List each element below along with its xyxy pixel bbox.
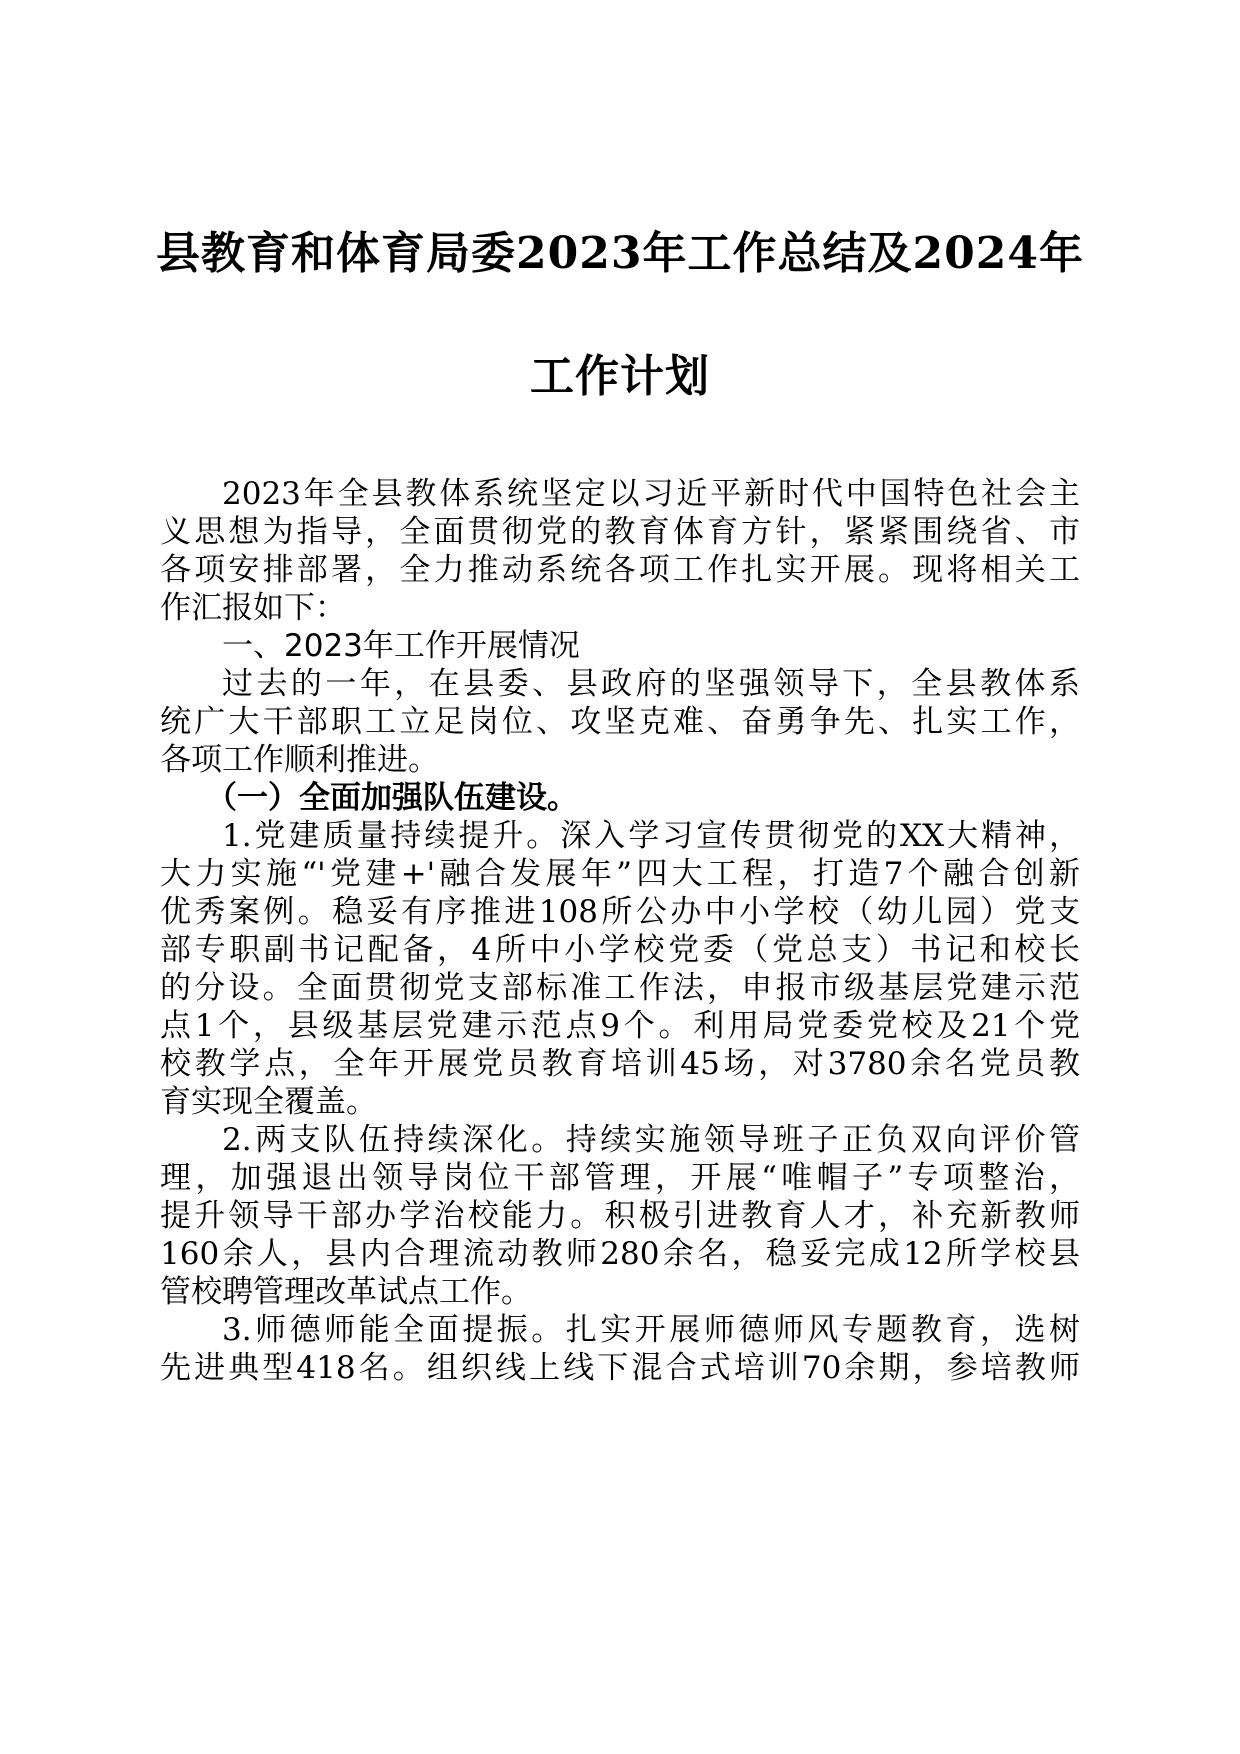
paragraph-line: 点1个，县级基层党建示范点9个。利用局党委党校及21个党 [160, 1008, 1080, 1044]
paragraph-line: 理，加强退出领导岗位干部管理，开展“唯帽子”专项整治， [160, 1160, 1080, 1196]
paragraph-line: 统广大干部职工立足岗位、攻坚克难、奋勇争先、扎实工作， [160, 704, 1080, 740]
subsection-heading: （一）全面加强队伍建设。 [206, 780, 578, 816]
paragraph-line: 先进典型418名。组织线上线下混合式培训70余期，参培教师 [160, 1350, 1080, 1386]
paragraph-line: 义思想为指导，全面贯彻党的教育体育方针，紧紧围绕省、市 [160, 514, 1080, 550]
paragraph-line: 作汇报如下： [160, 590, 346, 626]
section-heading: 一、2023年工作开展情况 [222, 628, 580, 664]
paragraph-line: 部专职副书记配备，4所中小学校党委（党总支）书记和校长 [160, 932, 1080, 968]
paragraph-line: 优秀案例。稳妥有序推进108所公办中小学校（幼儿园）党支 [160, 894, 1080, 930]
paragraph-line: 160余人，县内合理流动教师280余名，稳妥完成12所学校县 [160, 1236, 1080, 1272]
paragraph-line: 各项安排部署，全力推动系统各项工作扎实开展。现将相关工 [160, 552, 1080, 588]
paragraph-line: 过去的一年，在县委、县政府的坚强领导下，全县教体系 [222, 666, 1080, 702]
paragraph-line: 管校聘管理改革试点工作。 [160, 1274, 532, 1310]
paragraph-line: 1.党建质量持续提升。深入学习宣传贯彻党的XX大精神， [222, 818, 1080, 854]
paragraph-line: 各项工作顺利推进。 [160, 742, 439, 778]
paragraph-line: 校教学点，全年开展党员教育培训45场，对3780余名党员教 [160, 1046, 1080, 1082]
paragraph-line: 2.两支队伍持续深化。持续实施领导班子正负双向评价管 [222, 1122, 1080, 1158]
paragraph-line: 提升领导干部办学治校能力。积极引进教育人才，补充新教师 [160, 1198, 1080, 1234]
document-body [160, 475, 1080, 1387]
document-title-line-2: 工作计划 [530, 351, 710, 402]
document-title-line-1: 县教育和体育局委2023年工作总结及2024年 [156, 228, 1084, 279]
paragraph-line: 的分设。全面贯彻党支部标准工作法，申报市级基层党建示范 [160, 970, 1080, 1006]
paragraph-line: 育实现全覆盖。 [160, 1084, 377, 1120]
paragraph-line: 大力实施“'党建+'融合发展年”四大工程，打造7个融合创新 [160, 856, 1080, 892]
paragraph-line: 3.师德师能全面提振。扎实开展师德师风专题教育，选树 [222, 1312, 1080, 1348]
paragraph-line: 2023年全县教体系统坚定以习近平新时代中国特色社会主 [222, 476, 1080, 512]
